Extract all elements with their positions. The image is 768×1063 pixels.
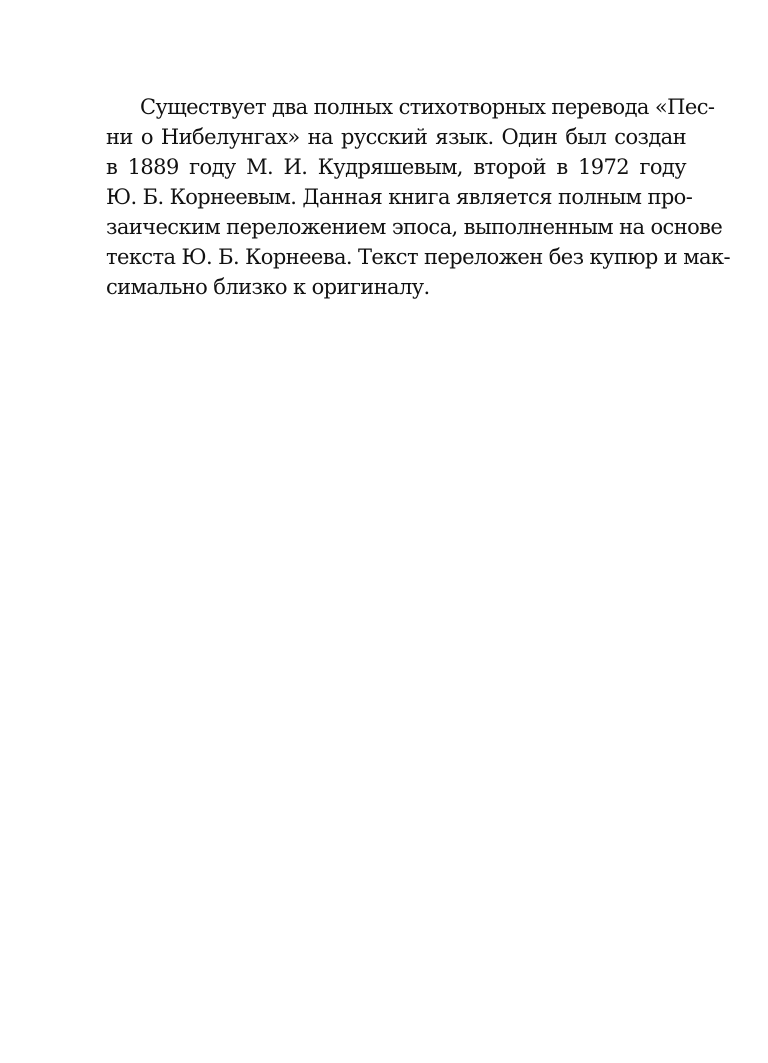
paragraph-line: заическим переложением эпоса, выполненным на основе <box>106 215 723 239</box>
paragraph-line: Ю. Б. Корнеевым. Данная книга является полным про- <box>106 185 693 209</box>
paragraph-line: текста Ю. Б. Корнеева. Текст переложен без купюр и мак- <box>106 245 730 269</box>
paragraph-line: Существует два полных стихотворных перевода «Пес- <box>140 95 715 119</box>
paragraph-line: ни о Нибелунгах» на русский язык. Один был создан <box>106 125 686 149</box>
intro-paragraph <box>106 92 730 302</box>
paragraph-line: в 1889 году М. И. Кудряшевым, второй в 1972 году <box>106 155 686 179</box>
paragraph-line: симально близко к оригиналу. <box>106 275 430 299</box>
